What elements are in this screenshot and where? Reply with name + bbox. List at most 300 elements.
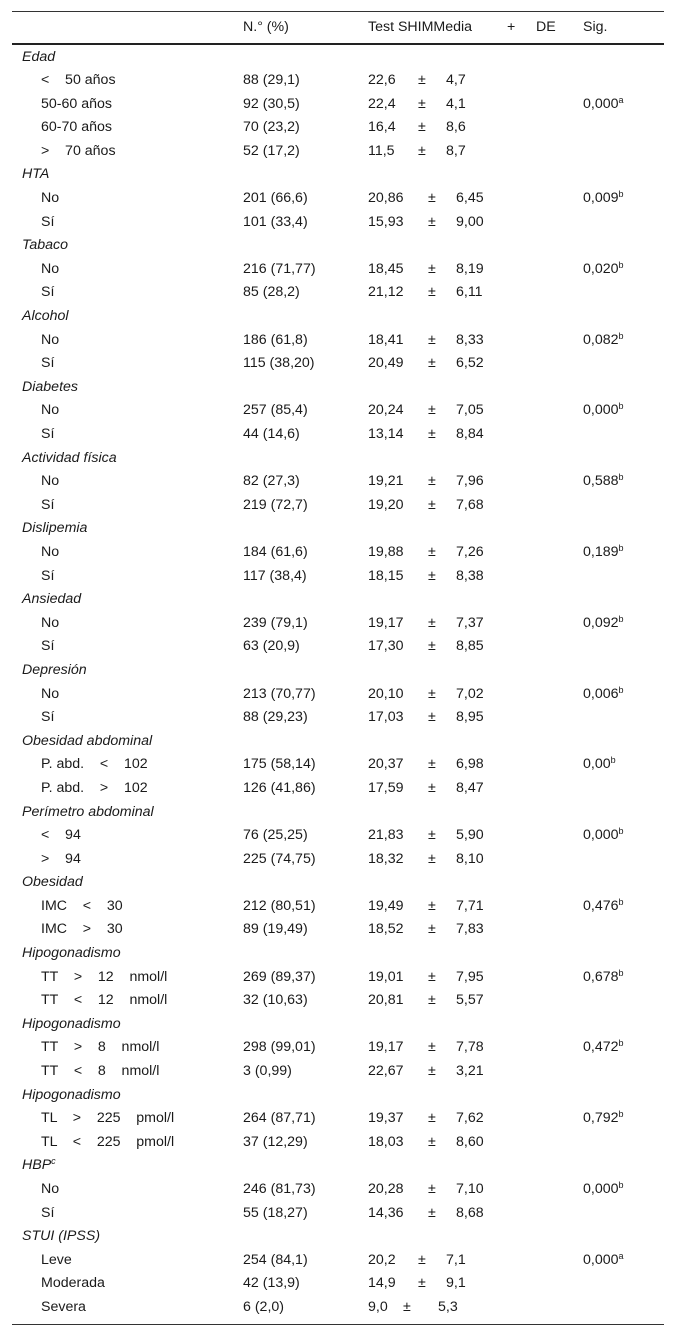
- label-text: Diabetes: [22, 378, 78, 395]
- count-percent: 88 (29,23): [243, 709, 308, 726]
- mean-value: 17,59: [368, 779, 404, 796]
- footnote-marker: b: [618, 967, 624, 978]
- sd-value: 8,6: [446, 119, 466, 136]
- count-percent: 184 (61,6): [243, 543, 308, 560]
- section-row: [12, 942, 664, 966]
- plus-minus-sign: ±: [418, 119, 426, 136]
- data-table: [12, 11, 664, 1325]
- count-percent: 298 (99,01): [243, 1039, 316, 1056]
- row-label: [41, 1272, 105, 1296]
- significance: [583, 966, 624, 990]
- plus-minus-sign: ±: [428, 355, 436, 372]
- section-row: [12, 1154, 664, 1178]
- row-label: [41, 635, 54, 659]
- label-text: No: [41, 402, 60, 419]
- count-percent: 254 (84,1): [243, 1251, 308, 1268]
- count-percent: 186 (61,8): [243, 331, 308, 348]
- sd-value: 6,52: [456, 355, 484, 372]
- label-text: No: [41, 614, 60, 631]
- section-label: [22, 871, 83, 895]
- mean-value: 17,30: [368, 638, 404, 655]
- sd-value: 4,1: [446, 95, 466, 112]
- section-label: [22, 588, 81, 612]
- label-text: TT < 8 nmol/l: [41, 1063, 160, 1080]
- row-label: [41, 329, 59, 353]
- label-text: Sí: [41, 213, 55, 230]
- sd-value: 7,37: [456, 614, 484, 631]
- footnote-marker: b: [618, 684, 624, 695]
- sd-value: 7,62: [456, 1110, 484, 1127]
- count-percent: 6 (2,0): [243, 1298, 285, 1315]
- label-text: IMC < 30: [41, 897, 123, 914]
- footnote-marker: b: [618, 401, 624, 412]
- count-percent: 216 (71,77): [243, 260, 316, 277]
- label-text: No: [41, 260, 60, 277]
- table-row: [12, 1131, 664, 1155]
- mean-value: 18,32: [368, 850, 404, 867]
- table-row: [12, 1202, 664, 1226]
- p-value: 0,792: [583, 1110, 619, 1127]
- section-row: [12, 305, 664, 329]
- p-value: 0,189: [583, 543, 619, 560]
- row-label: [41, 399, 59, 423]
- table-row: [12, 918, 664, 942]
- label-text: Sí: [41, 567, 55, 584]
- table-row: [12, 399, 664, 423]
- row-label: [41, 753, 148, 777]
- count-percent: 264 (87,71): [243, 1110, 316, 1127]
- section-label: [22, 46, 55, 70]
- mean-value: 13,14: [368, 426, 404, 442]
- plus-minus-sign: ±: [418, 72, 426, 89]
- label-text: TT > 8 nmol/l: [41, 1039, 160, 1056]
- table-row: [12, 1036, 664, 1060]
- table-row: [12, 140, 664, 164]
- sd-value: 8,95: [456, 709, 484, 726]
- significance: [583, 895, 624, 919]
- table-row: [12, 565, 664, 589]
- row-label: [41, 1202, 54, 1226]
- sd-value: 9,1: [446, 1275, 466, 1292]
- sd-value: 8,7: [446, 142, 466, 159]
- table-row: [12, 116, 664, 140]
- section-label: [22, 942, 121, 966]
- footnote-marker: a: [618, 1250, 624, 1261]
- mean-value: 14,9: [368, 1275, 396, 1292]
- row-label: [41, 1131, 174, 1155]
- label-text: Depresión: [22, 661, 87, 678]
- plus-minus-sign: ±: [418, 142, 426, 159]
- table-row: [12, 69, 664, 93]
- count-percent: 82 (27,3): [243, 473, 300, 490]
- count-percent: 269 (89,37): [243, 968, 316, 985]
- table-row: [12, 494, 664, 518]
- sd-value: 7,95: [456, 968, 484, 985]
- table-row: [12, 753, 664, 777]
- count-percent: 92 (30,5): [243, 95, 300, 112]
- row-label: [41, 918, 123, 942]
- footnote-marker: b: [610, 755, 616, 766]
- row-label: [41, 1107, 174, 1131]
- plus-minus-sign: ±: [428, 284, 436, 301]
- significance: [583, 93, 624, 117]
- sd-value: 8,84: [456, 426, 484, 442]
- significance: [583, 470, 624, 494]
- significance: [583, 1107, 624, 1131]
- plus-minus-sign: ±: [428, 567, 436, 584]
- label-text: IMC > 30: [41, 921, 123, 938]
- p-value: 0,000: [583, 1251, 619, 1268]
- row-label: [41, 93, 112, 117]
- label-text: No: [41, 190, 60, 207]
- mean-value: 20,10: [368, 685, 404, 702]
- mean-value: 21,12: [368, 284, 404, 301]
- count-percent: 52 (17,2): [243, 142, 300, 159]
- footnote-marker: b: [618, 896, 624, 907]
- label-text: Ansiedad: [22, 591, 82, 608]
- sd-value: 8,60: [456, 1133, 484, 1150]
- table-row: [12, 966, 664, 990]
- significance: [583, 329, 624, 353]
- footnote-marker: b: [618, 542, 624, 553]
- sd-value: 7,10: [456, 1181, 484, 1197]
- sd-value: 5,3: [438, 1298, 458, 1315]
- sd-value: 6,45: [456, 190, 484, 207]
- plus-minus-sign: ±: [428, 709, 436, 726]
- label-text: Alcohol: [22, 308, 69, 325]
- count-percent: 246 (81,73): [243, 1181, 316, 1197]
- p-value: 0,000: [583, 402, 619, 419]
- section-row: [12, 1225, 664, 1249]
- count-percent: 3 (0,99): [243, 1063, 292, 1080]
- p-value: 0,020: [583, 260, 619, 277]
- mean-value: 20,28: [368, 1181, 404, 1197]
- significance: [583, 753, 616, 777]
- label-text: Actividad física: [22, 449, 117, 466]
- table-row: [12, 1272, 664, 1296]
- sd-value: 7,96: [456, 473, 484, 490]
- header-test: Test SHIMMedia: [368, 19, 473, 35]
- count-percent: 175 (58,14): [243, 756, 316, 773]
- row-label: [41, 541, 59, 565]
- sd-value: 7,02: [456, 685, 484, 702]
- sd-value: 7,68: [456, 496, 484, 513]
- table-row: [12, 824, 664, 848]
- mean-value: 22,6: [368, 72, 396, 89]
- row-label: [41, 706, 54, 730]
- plus-minus-sign: ±: [428, 331, 436, 348]
- count-percent: 42 (13,9): [243, 1275, 300, 1292]
- mean-value: 20,24: [368, 402, 404, 419]
- header-plus: +: [507, 19, 516, 35]
- p-value: 0,000: [583, 827, 619, 844]
- label-text: Obesidad abdominal: [22, 732, 153, 749]
- plus-minus-sign: ±: [428, 992, 436, 1009]
- mean-value: 20,81: [368, 992, 404, 1009]
- section-row: [12, 801, 664, 825]
- mean-value: 22,67: [368, 1063, 404, 1080]
- table-row: [12, 211, 664, 235]
- footnote-marker: a: [618, 94, 624, 105]
- count-percent: 37 (12,29): [243, 1133, 308, 1150]
- footnote-marker: b: [618, 826, 624, 837]
- table-row: [12, 1296, 664, 1320]
- table-row: [12, 635, 664, 659]
- label-text: Sí: [41, 284, 55, 301]
- label-text: Sí: [41, 709, 55, 726]
- label-text: HBP: [22, 1157, 52, 1174]
- table-row: [12, 777, 664, 801]
- row-label: [41, 352, 54, 376]
- table-row: [12, 848, 664, 872]
- label-text: Hipogonadismo: [22, 945, 121, 962]
- row-label: [41, 777, 148, 801]
- mean-value: 19,37: [368, 1110, 404, 1127]
- mean-value: 19,17: [368, 614, 404, 631]
- count-percent: 89 (19,49): [243, 921, 308, 938]
- table-row: [12, 329, 664, 353]
- row-label: [41, 140, 116, 164]
- row-label: [41, 1060, 159, 1084]
- count-percent: 201 (66,6): [243, 190, 308, 207]
- label-text: Sí: [41, 1204, 55, 1221]
- label-text: 60-70 años: [41, 119, 112, 136]
- mean-value: 15,93: [368, 213, 404, 230]
- significance: [583, 399, 624, 423]
- significance: [583, 541, 624, 565]
- label-text: P. abd. < 102: [41, 756, 148, 773]
- label-text: Severa: [41, 1298, 86, 1315]
- sd-value: 9,00: [456, 213, 484, 230]
- section-label: [22, 305, 69, 329]
- row-label: [41, 258, 59, 282]
- plus-minus-sign: ±: [418, 95, 426, 112]
- label-text: Sí: [41, 496, 55, 513]
- label-text: Sí: [41, 355, 55, 372]
- section-label: [22, 163, 49, 187]
- row-label: [41, 1249, 72, 1273]
- section-row: [12, 730, 664, 754]
- mean-value: 20,37: [368, 756, 404, 773]
- label-text: 50-60 años: [41, 95, 112, 112]
- row-label: [41, 1178, 59, 1202]
- table-row: [12, 1178, 664, 1202]
- mean-value: 16,4: [368, 119, 396, 136]
- row-label: [41, 824, 81, 848]
- plus-minus-sign: ±: [428, 827, 436, 844]
- plus-minus-sign: ±: [428, 1133, 436, 1150]
- p-value: 0,000: [583, 1181, 619, 1197]
- label-text: No: [41, 473, 60, 490]
- table-row: [12, 541, 664, 565]
- table-row: [12, 683, 664, 707]
- section-label: [22, 659, 87, 683]
- row-label: [41, 1296, 86, 1320]
- mean-value: 9,0: [368, 1298, 388, 1315]
- section-label: [22, 1154, 56, 1178]
- section-label: [22, 447, 117, 471]
- section-row: [12, 871, 664, 895]
- label-text: Perímetro abdominal: [22, 803, 154, 820]
- mean-value: 19,20: [368, 496, 404, 513]
- table-row: [12, 470, 664, 494]
- footnote-marker: b: [618, 1038, 624, 1049]
- section-row: [12, 46, 664, 70]
- mean-value: 19,01: [368, 968, 404, 985]
- row-label: [41, 281, 54, 305]
- section-row: [12, 376, 664, 400]
- header-sig: Sig.: [583, 19, 608, 35]
- p-value: 0,678: [583, 968, 619, 985]
- label-text: P. abd. > 102: [41, 779, 148, 796]
- table-row: [12, 895, 664, 919]
- label-text: Dislipemia: [22, 520, 88, 537]
- mean-value: 11,5: [368, 142, 395, 159]
- footnote-marker: b: [618, 189, 624, 200]
- table-row: [12, 352, 664, 376]
- mean-value: 20,86: [368, 190, 404, 207]
- table-row: [12, 258, 664, 282]
- plus-minus-sign: ±: [418, 1251, 426, 1268]
- plus-minus-sign: ±: [428, 260, 436, 277]
- row-label: [41, 848, 81, 872]
- table-row: [12, 612, 664, 636]
- section-label: [22, 1084, 121, 1108]
- section-row: [12, 447, 664, 471]
- plus-minus-sign: ±: [428, 213, 436, 230]
- sd-value: 8,19: [456, 260, 484, 277]
- table-row: [12, 187, 664, 211]
- count-percent: 212 (80,51): [243, 897, 316, 914]
- section-label: [22, 376, 78, 400]
- mean-value: 19,49: [368, 897, 404, 914]
- row-label: [41, 187, 59, 211]
- count-percent: 213 (70,77): [243, 685, 316, 702]
- count-percent: 32 (10,63): [243, 992, 308, 1009]
- label-text: STUI (IPSS): [22, 1228, 101, 1245]
- section-label: [22, 1225, 100, 1249]
- label-text: TT > 12 nmol/l: [41, 968, 168, 985]
- sd-value: 7,26: [456, 543, 484, 560]
- label-text: Hipogonadismo: [22, 1086, 121, 1103]
- significance: [583, 824, 624, 848]
- label-text: Sí: [41, 426, 55, 442]
- count-percent: 239 (79,1): [243, 614, 308, 631]
- row-label: [41, 989, 167, 1013]
- mean-value: 14,36: [368, 1204, 404, 1221]
- plus-minus-sign: ±: [428, 968, 436, 985]
- plus-minus-sign: ±: [428, 756, 436, 773]
- plus-minus-sign: ±: [428, 1204, 436, 1221]
- table-row: [12, 1107, 664, 1131]
- significance: [583, 612, 624, 636]
- sd-value: 5,90: [456, 827, 484, 844]
- count-percent: 115 (38,20): [243, 355, 315, 372]
- mean-value: 17,03: [368, 709, 404, 726]
- table-row: [12, 93, 664, 117]
- section-row: [12, 1013, 664, 1037]
- sd-value: 5,57: [456, 992, 484, 1009]
- row-label: [41, 966, 167, 990]
- count-percent: 85 (28,2): [243, 284, 300, 301]
- label-text: Sí: [41, 638, 55, 655]
- p-value: 0,00: [583, 756, 611, 773]
- footnote-marker: b: [618, 330, 624, 341]
- header-de: DE: [536, 19, 556, 35]
- count-percent: 126 (41,86): [243, 779, 316, 796]
- plus-minus-sign: ±: [428, 1110, 436, 1127]
- sd-value: 8,10: [456, 850, 484, 867]
- row-label: [41, 494, 54, 518]
- label-text: Edad: [22, 48, 56, 65]
- plus-minus-sign: ±: [428, 473, 436, 490]
- p-value: 0,472: [583, 1039, 619, 1056]
- p-value: 0,006: [583, 685, 619, 702]
- plus-minus-sign: ±: [428, 779, 436, 796]
- count-percent: 101 (33,4): [243, 213, 308, 230]
- p-value: 0,009: [583, 190, 619, 207]
- sd-value: 8,47: [456, 779, 484, 796]
- p-value: 0,588: [583, 473, 619, 490]
- mean-value: 20,49: [368, 355, 404, 372]
- count-percent: 76 (25,25): [243, 827, 308, 844]
- section-label: [22, 234, 68, 258]
- label-text: TL > 225 pmol/l: [41, 1110, 175, 1127]
- row-label: [41, 683, 59, 707]
- sd-value: 8,38: [456, 567, 484, 584]
- table-row: [12, 1249, 664, 1273]
- sd-value: 6,98: [456, 756, 484, 773]
- section-row: [12, 659, 664, 683]
- label-text: TL < 225 pmol/l: [41, 1133, 175, 1150]
- significance: [583, 1036, 624, 1060]
- row-label: [41, 565, 54, 589]
- p-value: 0,476: [583, 897, 619, 914]
- label-text: TT < 12 nmol/l: [41, 992, 168, 1009]
- plus-minus-sign: ±: [428, 1063, 436, 1080]
- plus-minus-sign: ±: [428, 402, 436, 419]
- plus-minus-sign: ±: [428, 426, 436, 442]
- count-percent: 88 (29,1): [243, 72, 300, 89]
- count-percent: 44 (14,6): [243, 426, 300, 442]
- mean-value: 21,83: [368, 827, 404, 844]
- sd-value: 7,83: [456, 921, 484, 938]
- count-percent: 117 (38,4): [243, 567, 307, 584]
- significance: [583, 187, 624, 211]
- plus-minus-sign: ±: [403, 1298, 411, 1315]
- row-label: [41, 69, 116, 93]
- section-row: [12, 588, 664, 612]
- label-text: Obesidad: [22, 874, 83, 891]
- count-percent: 219 (72,7): [243, 496, 308, 513]
- section-row: [12, 234, 664, 258]
- mean-value: 19,21: [368, 473, 404, 490]
- section-row: [12, 517, 664, 541]
- header-row: [12, 12, 664, 43]
- plus-minus-sign: ±: [418, 1275, 426, 1292]
- plus-minus-sign: ±: [428, 543, 436, 560]
- sd-value: 8,33: [456, 331, 484, 348]
- significance: [583, 683, 624, 707]
- label-text: Leve: [41, 1251, 72, 1268]
- label-text: HTA: [22, 166, 50, 183]
- footnote-marker: b: [618, 613, 624, 624]
- label-text: Hipogonadismo: [22, 1015, 121, 1032]
- section-label: [22, 801, 154, 825]
- mean-value: 19,88: [368, 543, 404, 560]
- footnote-marker: c: [51, 1156, 56, 1167]
- footnote-marker: b: [618, 1180, 624, 1190]
